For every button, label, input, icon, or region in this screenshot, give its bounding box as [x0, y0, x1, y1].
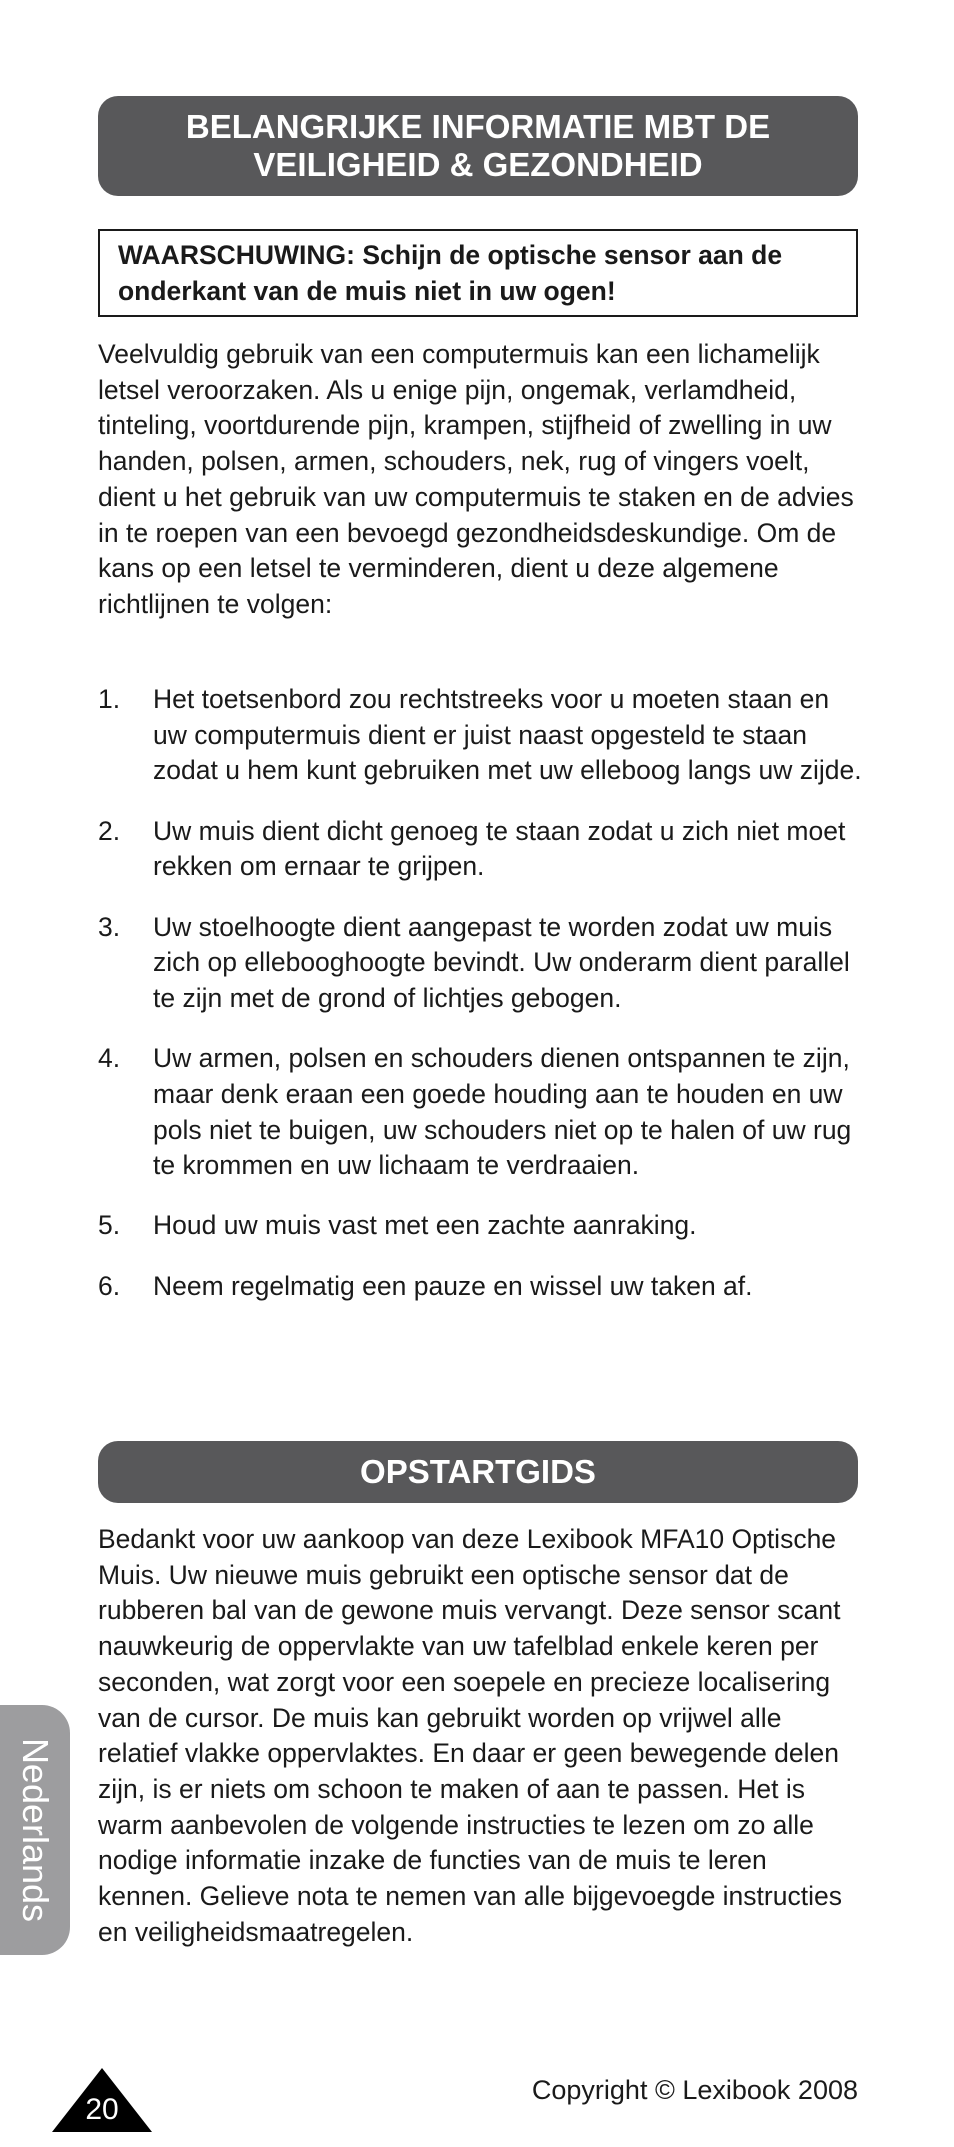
list-item-text: Uw armen, polsen en schouders dienen ontspannen te zijn, maar denk eraan een goede houding aan te houden en uw pols niet te buigen, uw schouders niet op te halen of uw rug te krommen en uw lichaam te verdraaien.: [153, 1043, 852, 1181]
warning-box: WAARSCHUWING: Schijn de optische sensor aan de onderkant van de muis niet in uw ogen!: [98, 229, 858, 317]
copyright-notice: Copyright © Lexibook 2008: [531, 2075, 858, 2105]
startup-paragraph: Bedankt voor uw aankoop van deze Lexibook MFA10 Optische Muis. Uw nieuwe muis gebruikt een optische sensor dat de rubberen bal van de gewone muis vervangt. Deze sensor scant nauwkeurig de oppervlakte van uw tafelblad enkele keren per seconden, wat zorgt voor een soepele en precieze localisering van de cursor. De muis kan gebruikt worden op vrijwel alle relatief vlakke oppervlaktes. En daar er geen bewegende delen zijn, is er niets om schoon te maken of aan te passen. Het is warm aanbevolen de volgende instructies te lezen om zo alle nodige informatie inzake de functies van de muis te leren kennen. Gelieve nota te nemen van alle bijgevoegde instructies en veiligheidsmaatregelen.: [98, 1524, 842, 1947]
list-item: [98, 682, 868, 789]
list-item-text: Het toetsenbord zou rechtstreeks voor u moeten staan en uw computermuis dient er juist naast opgesteld te staan zodat u hem kunt gebruiken met uw elleboog langs uw zijde.: [153, 684, 862, 786]
language-tab-label: Nederlands: [15, 1737, 56, 1923]
list-item-number: 4.: [98, 1043, 121, 1074]
intro-paragraph: Veelvuldig gebruik van een computermuis kan een lichamelijk letsel veroorzaken. Als u enige pijn, ongemak, verlamdheid, tinteling, voortdurende pijn, krampen, stijfheid of zwelling in uw handen, polsen, armen, schouders, nek, rug of vingers voelt, dient u het gebruik van uw computermuis te staken en de advies in te roepen van een bevoegd gezondheidsdeskundige. Om de kans op een letsel te verminderen, dient u deze algemene richtlijnen te volgen:: [98, 339, 854, 619]
list-item: [98, 910, 868, 1017]
list-item-number: 1.: [98, 684, 121, 714]
list-item-text: Houd uw muis vast met een zachte aanraking.: [153, 1210, 697, 1241]
list-item-number: 5.: [98, 1210, 121, 1241]
list-item-number: 2.: [98, 815, 121, 846]
list-item: [98, 1041, 868, 1184]
page-number: 20: [85, 2093, 119, 2126]
list-item-text: Uw stoelhoogte dient aangepast te worden zodat uw muis zich op ellebooghoogte bevindt. Uw onderarm dient parallel te zijn met de grond of lichtjes gebogen.: [153, 911, 850, 1013]
section-title-safety: BELANGRIJKE INFORMATIE MBT DE VEILIGHEID & GEZONDHEID: [98, 96, 858, 196]
language-tab: [0, 1705, 70, 1955]
list-item: [98, 1208, 868, 1244]
guideline-list: [98, 682, 868, 1329]
list-item-number: 3.: [98, 911, 121, 942]
list-item: [98, 814, 868, 885]
list-item: [98, 1269, 868, 1305]
list-item-number: 6.: [98, 1270, 121, 1301]
section-title-startup: OPSTARTGIDS: [98, 1441, 858, 1503]
list-item-text: Uw muis dient dicht genoeg te staan zodat u zich niet moet rekken om ernaar te grijpen.: [153, 815, 846, 882]
list-item-text: Neem regelmatig een pauze en wissel uw taken af.: [153, 1270, 753, 1301]
